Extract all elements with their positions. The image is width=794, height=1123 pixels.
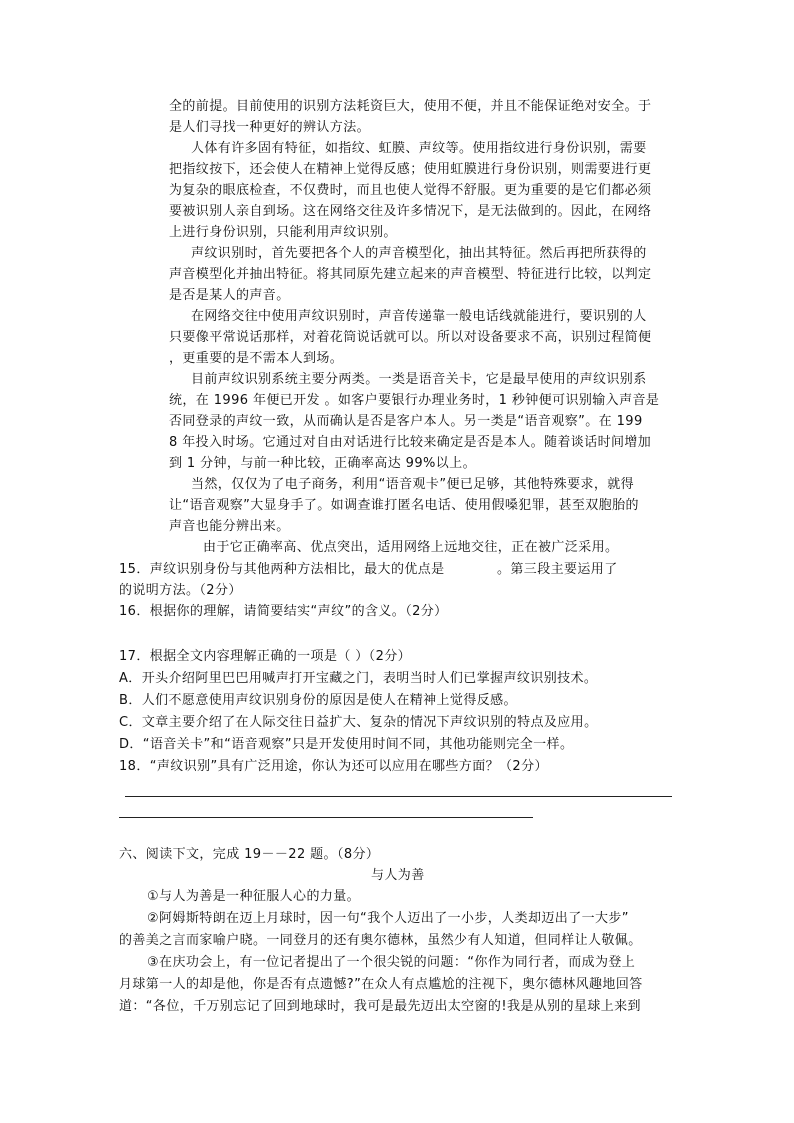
question-17: 17．根据全文内容理解正确的一项是（ ）（2分） — [119, 649, 412, 664]
passage-line: 声纹识别时，首先要把各个人的声音模型化，抽出其特征。然后再把所获得的 — [191, 246, 647, 261]
passage-line: 只要像平常说话那样，对着花筒说话就可以。所以对设备要求不高，识别过程简便 — [169, 330, 652, 345]
answer-line — [125, 796, 672, 797]
answer-line — [119, 817, 533, 818]
passage-line: 在网络交往中使用声纹识别时，声音传递靠一般电话线就能进行，要识别的人 — [191, 309, 647, 324]
passage-line: 由于它正确率高、优点突出，适用网络上远地交往，正在被广泛采用。 — [203, 540, 619, 555]
passage-line: 上进行身份识别，只能利用声纹识别。 — [169, 225, 397, 240]
passage-line: 目前声纹识别系统主要分两类。一类是语音关卡，它是最早使用的声纹识别系 — [191, 372, 647, 387]
passage-line: 要被识别人亲自到场。这在网络交往及许多情况下，是无法做到的。因此，在网络 — [169, 204, 652, 219]
question-17-option-d: D．“语音关卡”和“语音观察”只是开发使用时间不同，其他功能则完全一样。 — [119, 737, 574, 752]
question-18: 18．“声纹识别”具有广泛用途，你认为还可以应用在哪些方面？（2分） — [119, 759, 548, 774]
article-line: 道：“各位，千万别忘记了回到地球时，我可是最先迈出太空窗的!我是从别的星球上来到 — [119, 999, 641, 1014]
passage-line: 8 年投入时场。它通过对自由对话进行比较来确定是否是本人。随着谈话时间增加 — [169, 435, 652, 450]
passage-line: 为复杂的眼底检查，不仅费时，而且也使人觉得不舒服。更为重要的是它们都必须 — [169, 183, 652, 198]
article-title: 与人为善 — [371, 868, 425, 883]
question-17-option-b: B．人们不愿意使用声纹识别身份的原因是使人在精神上觉得反感。 — [119, 693, 517, 708]
question-17-option-a: A．开头介绍阿里巴巴用喊声打开宝藏之门，表明当时人们已掌握声纹识别技术。 — [119, 671, 598, 686]
question-17-option-c: C．文章主要介绍了在人际交往日益扩大、复杂的情况下声纹识别的特点及应用。 — [119, 715, 598, 730]
article-line: 的善美之言而家喻户晓。一同登月的还有奥尔德林，虽然少有人知道，但同样让人敬佩。 — [119, 933, 642, 948]
passage-line: 否同登录的声纹一致，从而确认是否是客户本人。另一类是“语音观察”。在 199 — [169, 414, 643, 429]
question-15-part-a: 15．声纹识别身份与其他两种方法相比，最大的优点是 — [119, 562, 445, 577]
article-line: ②阿姆斯特朗在迈上月球时，因一句“我个人迈出了一小步，人类却迈出了一大步” — [147, 911, 629, 926]
article-line: ③在庆功会上，有一位记者提出了一个很尖锐的问题：“你作为同行者，而成为登上 — [147, 955, 636, 970]
article-line: ①与人为善是一种征服人心的力量。 — [147, 889, 361, 904]
passage-line: 把指纹按下，还会使人在精神上觉得反感；使用虹膜进行身份识别，则需要进行更 — [169, 162, 652, 177]
passage-line: 全的前提。目前使用的识别方法耗资巨大，使用不便，并且不能保证绝对安全。于 — [169, 99, 652, 114]
passage-line: 到 1 分钟，与前一种比较，正确率高达 99%以上。 — [169, 456, 476, 471]
passage-line: 统，在 1996 年便已开发 。如客户要银行办理业务时，1 秒钟便可识别输入声音是 — [169, 393, 660, 408]
passage-line: 当然，仅仅为了电子商务，利用“语音观卡”便已足够，其他特殊要求，就得 — [191, 477, 635, 492]
passage-line: 声音模型化并抽出特征。将其同原先建立起来的声音模型、特征进行比较，以判定 — [169, 267, 652, 282]
article-line: 月球第一人的却是他，你是否有点遗憾?”在众人有点尴尬的注视下，奥尔德林风趣地回答 — [119, 977, 643, 992]
passage-line: ，更重要的是不需本人到场。 — [169, 351, 344, 366]
passage-line: 让“语音观察”大显身手了。如调查谁打匿名电话、使用假嗓犯罪，甚至双胞胎的 — [169, 498, 639, 513]
question-15-part-b: 。第三段主要运用了 — [497, 562, 618, 577]
passage-line: 声音也能分辨出来。 — [169, 519, 290, 534]
question-16: 16．根据你的理解，请简要结实“声纹”的含义。（2分） — [119, 604, 448, 619]
question-15-part-c: 的说明方法。（2分） — [119, 583, 242, 598]
passage-line: 是否是某人的声音。 — [169, 288, 290, 303]
section-heading: 六、阅读下文，完成 19－－22 题。（8分） — [119, 847, 380, 862]
passage-line: 人体有许多固有特征，如指纹、虹膜、声纹等。使用指纹进行身份识别，需要 — [191, 141, 647, 156]
passage-line: 是人们寻找一种更好的辨认方法。 — [169, 120, 371, 135]
